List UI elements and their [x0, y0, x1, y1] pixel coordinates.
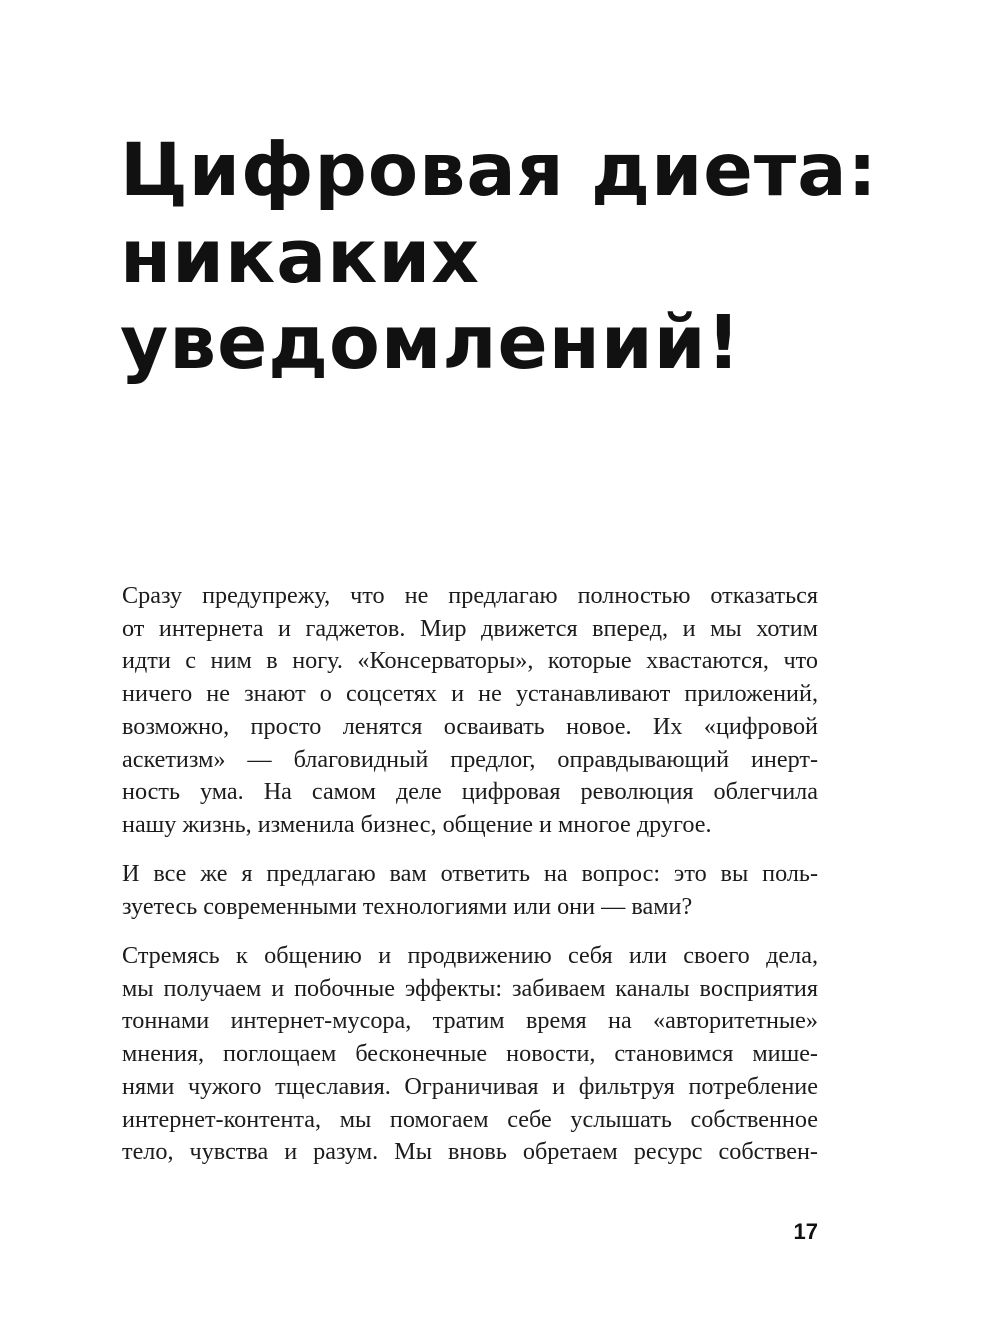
- text-line: аскетизм» — благовидный предлог, оправдывающий инерт-: [122, 745, 818, 773]
- text-line: зуетесь современными технологиями или они — вами?: [122, 892, 693, 920]
- text-line: ность ума. На самом деле цифровая революция облегчила: [122, 778, 818, 806]
- chapter-title-line: никаких: [120, 214, 480, 300]
- body-text: [122, 580, 818, 1185]
- text-line: нями чужого тщеславия. Ограничивая и фильтруя потребление: [122, 1072, 818, 1100]
- text-line: ничего не знают о соцсетях и не устанавливают приложений,: [122, 680, 818, 708]
- text-line: возможно, просто ленятся осваивать новое. Их «цифровой: [122, 712, 818, 740]
- text-line: И все же я предлагаю вам ответить на вопрос: это вы поль-: [122, 860, 818, 888]
- text-line: идти с ним в ногу. «Консерваторы», которые хвастаются, что: [122, 647, 818, 675]
- text-line: интернет-контента, мы помогаем себе услышать собственное: [122, 1105, 818, 1133]
- paragraph-3: [122, 940, 818, 1169]
- text-line: Стремясь к общению и продвижению себя или своего дела,: [122, 942, 818, 970]
- text-line: тело, чувства и разум. Мы вновь обретаем ресурс собствен-: [122, 1138, 818, 1166]
- text-line: мы получаем и побочные эффекты: забиваем каналы восприятия: [122, 974, 818, 1002]
- chapter-title: [120, 128, 880, 386]
- paragraph-2: [122, 858, 818, 923]
- text-line: тоннами интернет-мусора, тратим время на «авторитетные»: [122, 1007, 818, 1035]
- text-line: нашу жизнь, изменила бизнес, общение и многое другое.: [122, 810, 712, 838]
- paragraph-1: [122, 580, 818, 842]
- chapter-title-line: уведомлений!: [120, 300, 742, 386]
- text-line: от интернета и гаджетов. Мир движется вперед, и мы хотим: [122, 614, 818, 642]
- chapter-title-line: Цифровая диета:: [120, 128, 878, 213]
- text-line: Сразу предупрежу, что не предлагаю полностью отказаться: [122, 582, 818, 609]
- text-line: мнения, поглощаем бесконечные новости, становимся мише-: [122, 1040, 818, 1068]
- page-number: 17: [793, 1219, 818, 1244]
